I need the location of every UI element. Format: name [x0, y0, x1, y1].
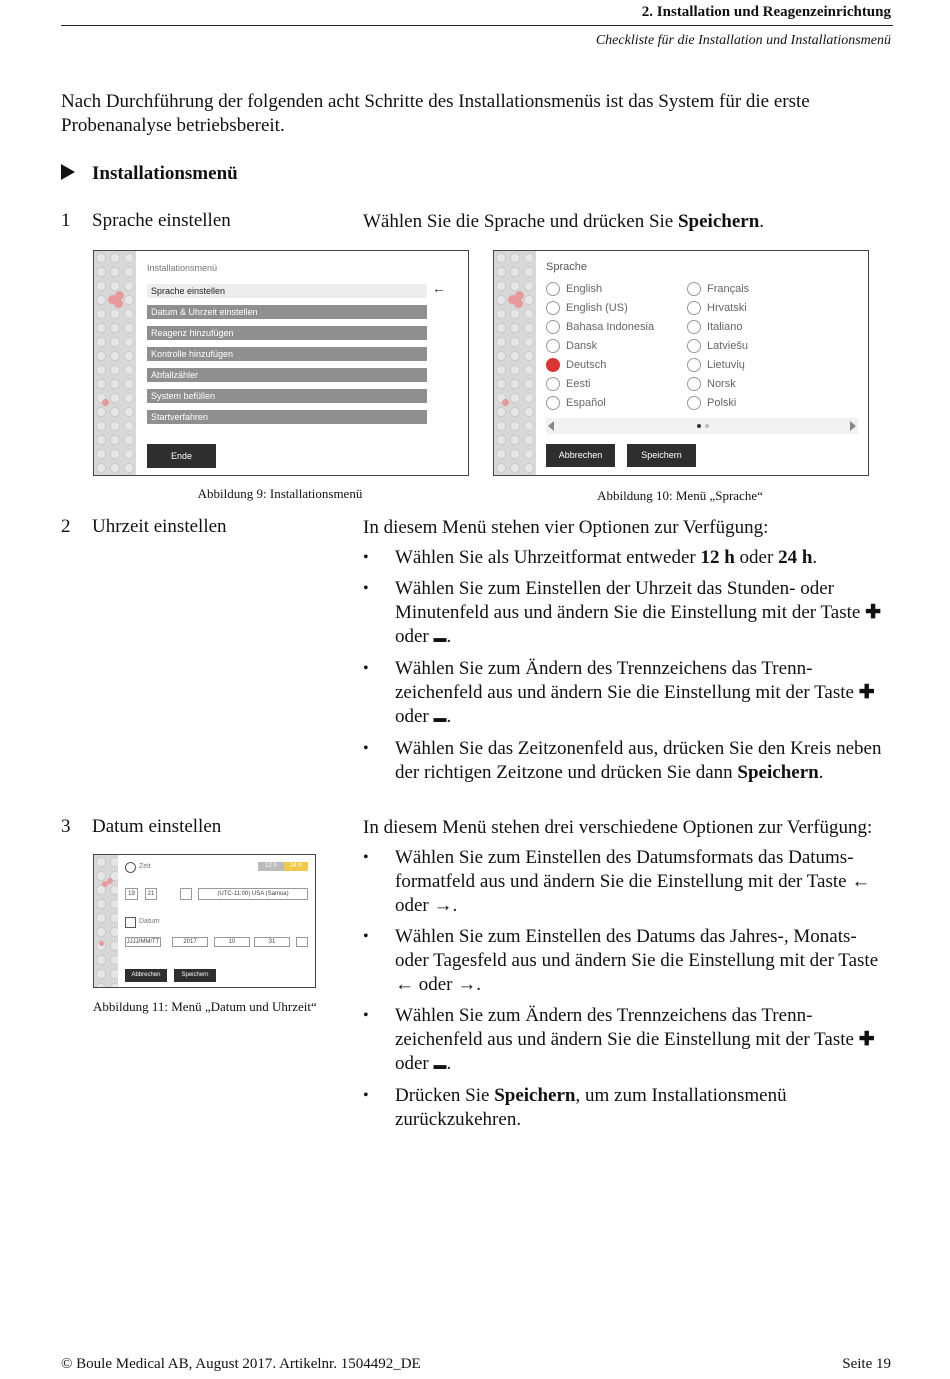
b-text: , um zum Installationsmenü zurückzukehren.: [395, 1085, 787, 1130]
lang-lietuviu: Lietuvių: [707, 359, 745, 371]
oder-text: oder: [418, 974, 453, 995]
red-dot: [99, 941, 104, 946]
language-menu-screenshot: [493, 250, 869, 476]
format-24h[interactable]: 24 h: [284, 862, 308, 871]
radio-english[interactable]: [546, 282, 560, 296]
step-2-intro: In diesem Menü stehen vier Optionen zur Verfügung:: [363, 517, 769, 538]
clock-icon: [125, 862, 136, 873]
b-bold: 24 h: [778, 547, 813, 568]
oder-text: oder: [395, 706, 429, 727]
end-button[interactable]: Ende: [147, 444, 216, 468]
menu-item-control[interactable]: Kontrolle hinzufügen: [147, 347, 427, 361]
minus-icon: ▬: [433, 1057, 447, 1072]
b-text: oder: [734, 547, 779, 568]
radio-espanol[interactable]: [546, 396, 560, 410]
red-dot: [514, 299, 523, 308]
format-12h[interactable]: 12 h: [258, 862, 284, 871]
step-3-content: [363, 816, 893, 1139]
minus-icon: ▬: [433, 710, 447, 725]
arrow-left-icon: ←: [851, 871, 871, 892]
time-label: Zeit: [139, 863, 151, 870]
step-1-text-pre: Wählen Sie die Sprache und drücken Sie: [363, 211, 678, 232]
step-3-bullet-4: [363, 1084, 893, 1132]
b-bold: 12 h: [700, 547, 735, 568]
footer-copyright: © Boule Medical AB, August 2017. Artikelnr. 1504492_DE: [61, 1356, 421, 1372]
save-button[interactable]: Speichern: [627, 444, 696, 467]
language-title: Sprache: [546, 261, 587, 273]
step-2-bullet-1: [363, 546, 893, 570]
step-3-number: 3: [61, 816, 71, 837]
lang-norsk: Norsk: [707, 378, 736, 390]
lang-polski: Polski: [707, 397, 737, 409]
figure-9-caption: Abbildung 9: Installationsmenü: [197, 486, 363, 501]
step-1-bold: Speichern: [677, 211, 760, 232]
b-text: .: [818, 762, 824, 783]
red-dot: [502, 399, 509, 406]
page-dot: [705, 424, 709, 428]
step-1-label: Sprache einstellen: [92, 210, 231, 231]
hour-field[interactable]: 19: [125, 888, 138, 900]
step-2-number: 2: [61, 516, 71, 537]
chapter-header: 2. Installation und Reagenzeinrichtung: [641, 4, 891, 20]
radio-hrvatski[interactable]: [687, 301, 701, 315]
section-title: Installationsmenü: [92, 163, 238, 184]
save-button[interactable]: Speichern: [174, 969, 216, 982]
figure-11-caption: Abbildung 11: Menü „Datum und Uhrzeit“: [93, 999, 317, 1014]
b-bold: Speichern: [737, 762, 819, 783]
date-time-menu-screenshot: [93, 854, 316, 988]
b-text: Wählen Sie zum Einstellen des Datumsformats das Datums-formatfeld aus und ändern Sie die Einstellung mit der Taste: [395, 847, 854, 892]
lang-english-us: English (US): [566, 302, 628, 314]
step-3-bullet-2: • Wählen Sie zum Einstellen des Datums das Jahres-, Monats- oder Tagesfeld aus und ändern Sie die Einstellung mit der Taste ← oder →.: [363, 925, 893, 997]
b-bold: Speichern: [494, 1085, 576, 1106]
page-dot-active: [697, 424, 701, 428]
b-text: .: [812, 547, 818, 568]
lang-francais: Français: [707, 283, 750, 295]
lang-deutsch: Deutsch: [566, 359, 607, 371]
pager-bar: [546, 418, 858, 434]
red-dot: [107, 878, 113, 884]
arrow-right-icon: →: [457, 974, 477, 995]
oder-text: oder: [395, 626, 429, 647]
header-rule: [61, 25, 893, 26]
b-text: Wählen Sie das Zeitzonenfeld aus, drücken Sie den Kreis neben der richtigen Zeitzone und drücken Sie dann: [395, 738, 882, 783]
minus-icon: ▬: [433, 630, 447, 645]
month-field[interactable]: 10: [214, 937, 250, 947]
radio-deutsch[interactable]: [546, 358, 560, 372]
plus-icon: ✚: [858, 1029, 875, 1050]
step-2-label: Uhrzeit einstellen: [92, 516, 227, 537]
calendar-icon: [125, 917, 136, 928]
step-2-content: [363, 516, 893, 792]
page-right-icon[interactable]: [850, 421, 856, 431]
red-dot: [114, 299, 123, 308]
plus-icon: ✚: [858, 682, 875, 703]
radio-polski[interactable]: [687, 396, 701, 410]
lang-latviesu: Latviešu: [707, 340, 748, 352]
date-label: Datum: [139, 918, 160, 925]
hex-sidebar: [494, 251, 536, 475]
lang-espanol: Español: [566, 397, 606, 409]
step-2-bullet-3: • Wählen Sie zum Ändern des Trennzeichens das Trenn-zeichenfeld aus und ändern Sie die Einstellung mit der Taste ✚ oder ▬.: [363, 657, 893, 730]
plus-icon: ✚: [865, 602, 881, 623]
lang-english: English: [566, 283, 603, 295]
b-text: Wählen Sie als Uhrzeitformat entweder: [395, 547, 701, 568]
installation-menu-screenshot: [93, 250, 469, 476]
date-format-field[interactable]: JJJJ/MM/TT: [126, 939, 160, 945]
menu-title: Installationsmenü: [147, 263, 218, 273]
radio-english-us[interactable]: [546, 301, 560, 315]
lang-italiano: Italiano: [707, 321, 743, 333]
menu-item-waste[interactable]: Abfallzähler: [147, 368, 427, 382]
menu-item-startup[interactable]: Startverfahren: [147, 410, 427, 424]
minute-field[interactable]: 21: [145, 888, 157, 900]
menu-item-reagent[interactable]: Reagenz hinzufügen: [147, 326, 427, 340]
step-3-label: Datum einstellen: [92, 816, 222, 837]
b-text: Wählen Sie zum Einstellen der Uhrzeit das Stunden- oder Minutenfeld aus und ändern Sie die Einstellung mit der Taste: [395, 578, 861, 623]
step-3-bullet-3: • Wählen Sie zum Ändern des Trennzeichens das Trenn-zeichenfeld aus und ändern Sie die Einstellung mit der Taste ✚ oder ▬.: [363, 1004, 893, 1077]
radio-lietuviu[interactable]: [687, 358, 701, 372]
radio-latviesu[interactable]: [687, 339, 701, 353]
oder-text: oder: [395, 895, 429, 916]
b-text: Drücken Sie: [395, 1085, 495, 1106]
step-2-bullet-2: • Wählen Sie zum Einstellen der Uhrzeit das Stunden- oder Minutenfeld aus und ändern Sie die Einstellung mit der Taste ✚ oder ▬.: [363, 577, 893, 650]
cancel-button[interactable]: Abbrechen: [125, 969, 167, 982]
radio-bahasa[interactable]: [546, 320, 560, 334]
triangle-bullet-icon: [61, 164, 75, 180]
radio-norsk[interactable]: [687, 377, 701, 391]
cancel-button[interactable]: Abbrechen: [546, 444, 615, 467]
oder-text: oder: [395, 1053, 429, 1074]
arrow-left-icon: ←: [432, 280, 446, 296]
red-dot: [102, 399, 109, 406]
year-field[interactable]: 2017: [172, 937, 208, 947]
separator-field[interactable]: [180, 888, 192, 900]
step-3-intro: In diesem Menü stehen drei verschiedene Optionen zur Verfügung:: [363, 817, 873, 838]
radio-italiano[interactable]: [687, 320, 701, 334]
figure-10-caption: Abbildung 10: Menü „Sprache“: [597, 488, 763, 503]
step-1-number: 1: [61, 210, 71, 231]
hex-sidebar: [94, 855, 118, 987]
page-left-icon[interactable]: [548, 421, 554, 431]
hex-sidebar: [94, 251, 136, 475]
lang-hrvatski: Hrvatski: [707, 302, 747, 314]
page-number: Seite 19: [842, 1356, 891, 1372]
lang-eesti: Eesti: [566, 378, 591, 390]
radio-eesti[interactable]: [546, 377, 560, 391]
lang-bahasa: Bahasa Indonesia: [566, 321, 655, 333]
radio-dansk[interactable]: [546, 339, 560, 353]
b-text: Wählen Sie zum Einstellen des Datums das Jahres-, Monats- oder Tagesfeld aus und ändern Sie die Einstellung mit der Taste: [395, 926, 879, 971]
menu-item-language[interactable]: Sprache einstellen: [147, 284, 427, 298]
menu-item-prime[interactable]: System befüllen: [147, 389, 427, 403]
section-heading: [61, 163, 238, 185]
radio-francais[interactable]: [687, 282, 701, 296]
day-field[interactable]: 31: [254, 937, 290, 947]
intro-paragraph: Nach Durchführung der folgenden acht Schritte des Installationsmenüs ist das System für die erste Probenanalyse betriebsbereit.: [61, 91, 810, 136]
date-separator-field[interactable]: [296, 937, 308, 947]
b-text: Wählen Sie zum Ändern des Trennzeichens das Trenn-zeichenfeld aus und ändern Sie die Einstellung mit der Taste: [395, 658, 854, 703]
b-text: Wählen Sie zum Ändern des Trennzeichens das Trenn-zeichenfeld aus und ändern Sie die Einstellung mit der Taste: [395, 1005, 854, 1050]
step-1-text-post: .: [759, 211, 765, 232]
menu-item-datetime[interactable]: Datum & Uhrzeit einstellen: [147, 305, 427, 319]
step-1-text: [363, 210, 893, 234]
step-3-bullet-1: • Wählen Sie zum Einstellen des Datumsformats das Datums-formatfeld aus und ändern Sie die Einstellung mit der Taste ← oder →.: [363, 846, 893, 918]
section-subheader: Checkliste für die Installation und Installationsmenü: [595, 33, 891, 48]
timezone-field[interactable]: (UTC-11:00) USA (Samoa): [198, 888, 308, 900]
step-2-bullet-4: [363, 737, 893, 785]
arrow-right-icon: →: [433, 895, 453, 916]
lang-dansk: Dansk: [566, 340, 598, 352]
arrow-left-icon: ←: [395, 974, 414, 995]
